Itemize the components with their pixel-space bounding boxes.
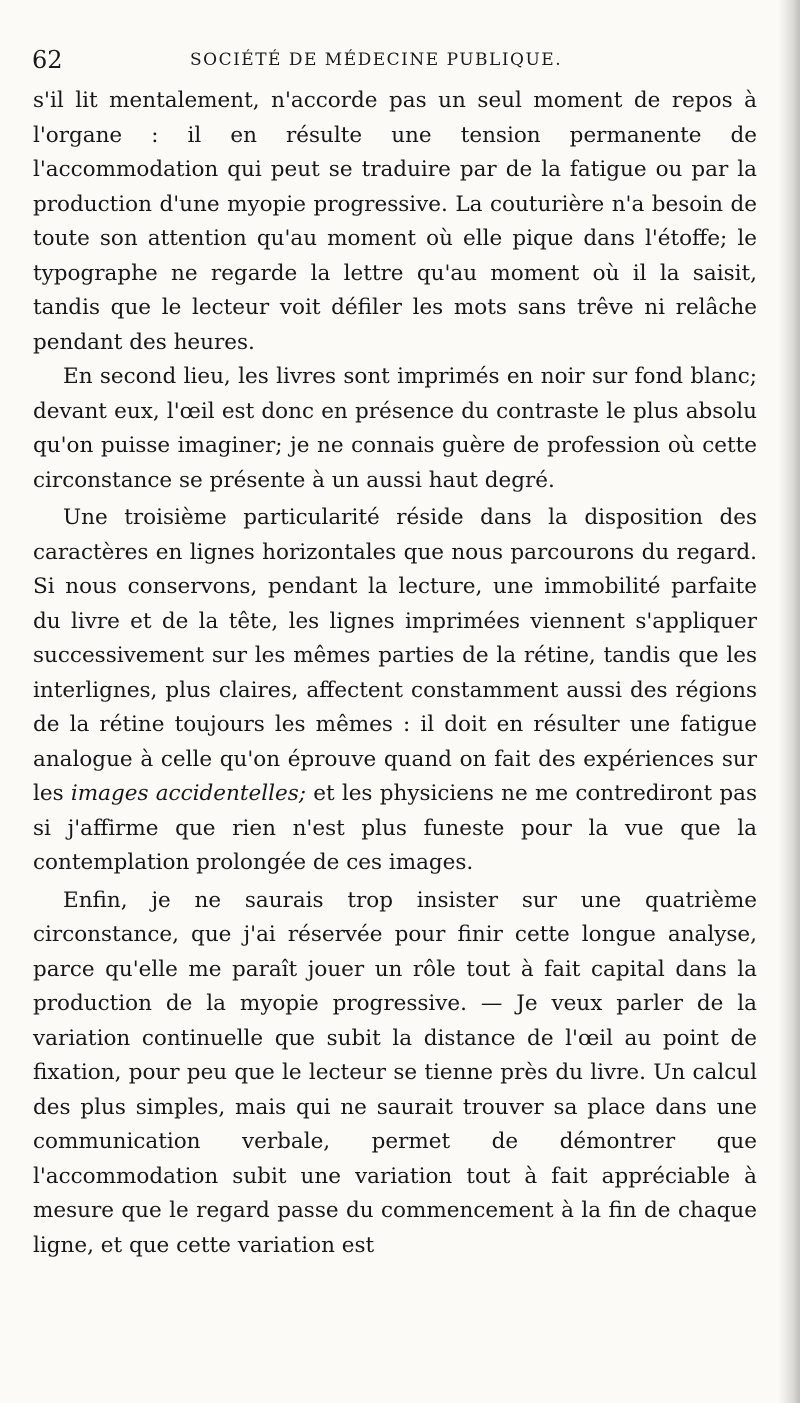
body-text	[33, 84, 757, 1263]
page-number: 62	[32, 46, 63, 74]
running-head: SOCIÉTÉ DE MÉDECINE PUBLIQUE.	[190, 50, 563, 70]
paragraph-3-end: et les physiciens ne me contrediront pas si j'affirme que rien n'est plus funeste pour la vue que la contemplation prolongée de ces images.	[33, 781, 758, 875]
paragraph-3-start: Une troisième particularité réside dans la disposition des caractères en lignes horizontales que nous parcourons du regard. Si nous conservons, pendant la lecture, une immobilité parfaite du livre et de la tête, les lignes imprimées viennent s'appliquer successivement sur les mêmes parties de la rétine, tandis que les interlignes, plus claires, affectent constamment aussi des régions de la rétine toujours les mêmes : il doit en résulter une fatigue analogue à celle qu'on éprouve quand on fait des expériences sur les	[33, 505, 757, 806]
paragraph-4: Enfin, je ne saurais trop insister sur une quatrième circonstance, que j'ai réservée pour finir cette longue analyse, parce qu'elle me paraît jouer un rôle tout à fait capital dans la production de la myopie progressive. — Je veux parler de la variation continuelle que subit la distance de l'œil au point de fixation, pour peu que le lecteur se tienne près du livre. Un calcul des plus simples, mais qui ne saurait trouver sa place dans une communication verbale, permet de démontrer que l'accommodation subit une variation tout à fait appréciable à mesure que le regard passe du commencement à la fin de chaque ligne, et que cette variation est	[33, 887, 757, 1258]
paragraph-1: s'il lit mentalement, n'accorde pas un seul moment de repos à l'organe : il en résulte une tension permanente de l'accommodation qui peut se traduire par de la fatigue ou par la production d'une myopie progressive. La couturière n'a besoin de toute son attention qu'au moment où elle pique dans l'étoffe; le typographe ne regarde la lettre qu'au moment où il la saisit, tandis que le lecteur voit défiler les mots sans trêve ni relâche pendant des heures.	[33, 88, 757, 355]
italic-term: images accidentelles;	[70, 781, 306, 806]
paragraph-2: En second lieu, les livres sont imprimés en noir sur fond blanc; devant eux, l'œil est donc en présence du contraste le plus absolu qu'on puisse imaginer; je ne connais guère de profession où cette circonstance se présente à un aussi haut degré.	[33, 364, 757, 493]
page-header	[30, 42, 760, 78]
paragraph-3	[33, 501, 757, 881]
page-edge-shadow	[778, 0, 800, 1403]
